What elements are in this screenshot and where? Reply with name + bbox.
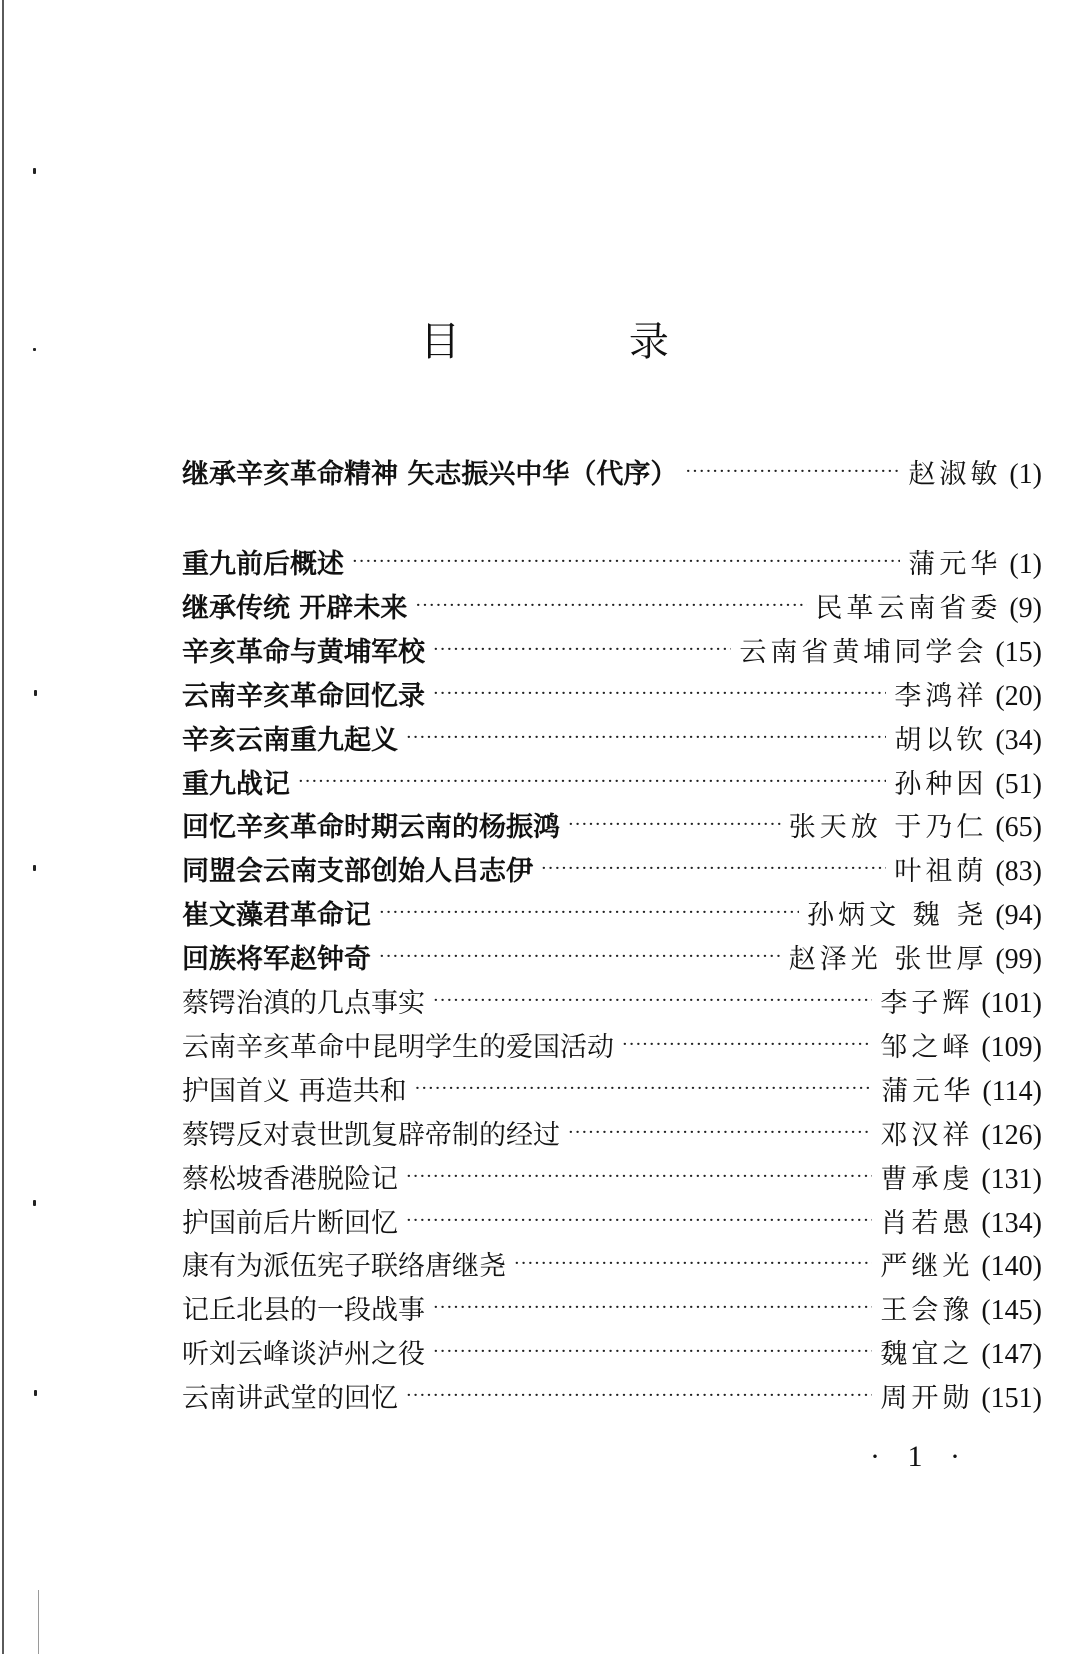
entry-title: 云南辛亥革命中昆明学生的爱国活动 — [182, 1031, 614, 1063]
entry-author: 孙炳文 魏 尧 — [807, 900, 988, 932]
toc-entry-preface[interactable] — [182, 455, 1042, 495]
entry-title: 重九战记 — [182, 768, 290, 800]
entry-page: (145) — [981, 1295, 1042, 1327]
entry-author: 张天放 于乃仁 — [788, 812, 988, 844]
entry-author: 李子辉 — [880, 988, 974, 1019]
entry-title: 蔡松坡香港脱险记 — [182, 1163, 398, 1195]
dot-leader — [352, 542, 900, 582]
entry-author: 邓汉祥 — [880, 1119, 974, 1151]
page-number: · 1 · — [870, 1440, 970, 1473]
entry-page: (20) — [995, 680, 1042, 712]
entry-author: 叶祖荫 — [894, 856, 988, 888]
entry-title: 护国前后片断回忆 — [182, 1207, 398, 1239]
scan-edge-line — [38, 1590, 39, 1654]
entry-title: 蔡锷治滇的几点事实 — [182, 988, 425, 1019]
toc-entry[interactable] — [182, 545, 1042, 585]
entry-author: 曹承虔 — [880, 1163, 974, 1195]
dot-leader — [685, 452, 900, 492]
entry-author: 胡以钦 — [894, 724, 988, 756]
dot-leader — [622, 1025, 872, 1065]
entry-page: (114) — [982, 1075, 1042, 1107]
entry-author: 赵淑敏 — [908, 459, 1002, 490]
entry-author: 李鸿祥 — [894, 680, 988, 712]
entry-page: (140) — [981, 1251, 1042, 1283]
toc-entry[interactable] — [182, 1335, 1042, 1375]
toc-entry[interactable] — [182, 633, 1042, 673]
entry-title: 护国首义 再造共和 — [182, 1075, 407, 1107]
dot-leader — [433, 630, 731, 670]
entry-author: 王会豫 — [880, 1295, 974, 1327]
entry-title: 听刘云峰谈泸州之役 — [182, 1339, 425, 1371]
dot-leader — [433, 674, 886, 714]
dot-leader — [568, 1113, 872, 1153]
entry-title: 康有为派伍宪子联络唐继尧 — [182, 1251, 506, 1283]
entry-author: 邹之峄 — [880, 1031, 974, 1063]
scan-edge-line — [2, 0, 4, 1654]
entry-title: 蔡锷反对袁世凯复辟帝制的经过 — [182, 1119, 560, 1151]
entry-page: (1) — [1009, 459, 1042, 490]
dot-leader — [415, 1069, 874, 1109]
entry-author: 赵泽光 张世厚 — [788, 944, 988, 976]
entry-page: (1) — [1009, 549, 1042, 580]
toc-entry[interactable] — [182, 1116, 1042, 1156]
entry-page: (94) — [995, 900, 1042, 932]
dot-leader — [433, 981, 872, 1021]
toc-entry[interactable] — [182, 589, 1042, 629]
dot-leader — [406, 718, 886, 758]
entry-title: 重九前后概述 — [182, 549, 344, 580]
page-title: 目 录 — [420, 319, 747, 365]
entry-page: (134) — [981, 1207, 1042, 1239]
entry-page: (147) — [981, 1339, 1042, 1371]
toc-entry[interactable] — [182, 677, 1042, 717]
toc-entry[interactable] — [182, 1291, 1042, 1331]
toc-entry[interactable] — [182, 940, 1042, 980]
entry-title: 同盟会云南支部创始人吕志伊 — [182, 856, 533, 888]
dot-leader — [406, 1157, 872, 1197]
toc-entry[interactable] — [182, 1204, 1042, 1244]
entry-page: (99) — [995, 944, 1042, 976]
entry-page: (151) — [981, 1383, 1042, 1415]
entry-author: 周开勋 — [880, 1383, 974, 1415]
toc-entry[interactable] — [182, 1247, 1042, 1287]
toc-entry[interactable] — [182, 765, 1042, 805]
entry-page: (126) — [981, 1119, 1042, 1151]
entry-page: (65) — [995, 812, 1042, 844]
dot-leader — [379, 893, 799, 933]
scan-speck — [33, 168, 36, 174]
entry-author: 蒲元华 — [881, 1075, 975, 1107]
entry-title: 云南辛亥革命回忆录 — [182, 680, 425, 712]
entry-author: 严继光 — [880, 1251, 974, 1283]
toc-entry[interactable] — [182, 808, 1042, 848]
entry-page: (131) — [981, 1163, 1042, 1195]
toc-entry[interactable] — [182, 1379, 1042, 1419]
entry-title: 辛亥革命与黄埔军校 — [182, 636, 425, 668]
toc-entry[interactable] — [182, 896, 1042, 936]
dot-leader — [298, 762, 886, 802]
entry-page: (15) — [995, 636, 1042, 668]
dot-leader — [541, 849, 886, 889]
dot-leader — [568, 805, 781, 845]
entry-author: 孙种因 — [894, 768, 988, 800]
toc-entry[interactable] — [182, 721, 1042, 761]
scan-speck — [33, 1200, 36, 1206]
entry-title: 云南讲武堂的回忆 — [182, 1383, 398, 1415]
entry-author: 民革云南省委 — [815, 592, 1002, 624]
entry-page: (109) — [981, 1031, 1042, 1063]
entry-page: (9) — [1009, 592, 1042, 624]
dot-leader — [514, 1244, 872, 1284]
entry-title: 继承辛亥革命精神 矢志振兴中华（代序） — [182, 459, 678, 490]
scan-speck — [34, 1390, 37, 1396]
dot-leader — [433, 1288, 872, 1328]
scan-speck — [33, 865, 36, 871]
entry-title: 回族将军赵钟奇 — [182, 944, 371, 976]
entry-page: (34) — [995, 724, 1042, 756]
toc-entry[interactable] — [182, 852, 1042, 892]
entry-author: 云南省黄埔同学会 — [739, 636, 988, 668]
toc-entry[interactable] — [182, 1160, 1042, 1200]
scan-speck — [34, 690, 37, 696]
dot-leader — [415, 586, 807, 626]
toc-entry[interactable] — [182, 1028, 1042, 1068]
dot-leader — [406, 1376, 872, 1416]
entry-title: 崔文藻君革命记 — [182, 900, 371, 932]
entry-title: 回忆辛亥革命时期云南的杨振鸿 — [182, 812, 560, 844]
dot-leader — [379, 937, 781, 977]
dot-leader — [433, 1332, 872, 1372]
entry-title: 记丘北县的一段战事 — [182, 1295, 425, 1327]
entry-author: 蒲元华 — [908, 549, 1002, 580]
entry-author: 魏宜之 — [880, 1339, 974, 1371]
entry-title: 辛亥云南重九起义 — [182, 724, 398, 756]
entry-page: (101) — [981, 988, 1042, 1019]
entry-title: 继承传统 开辟未来 — [182, 592, 408, 624]
toc-entry[interactable] — [182, 1072, 1042, 1112]
toc-entry[interactable] — [182, 984, 1042, 1024]
dot-leader — [406, 1201, 872, 1241]
entry-page: (51) — [995, 768, 1042, 800]
entry-page: (83) — [995, 856, 1042, 888]
entry-author: 肖若愚 — [880, 1207, 974, 1239]
